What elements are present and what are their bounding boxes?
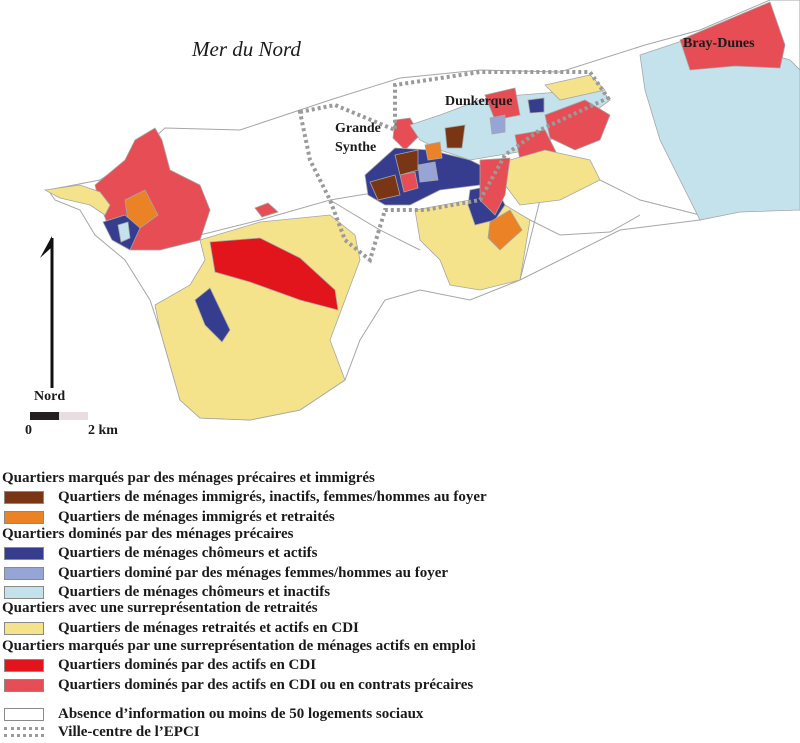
legend-item-retraites-cdi — [4, 618, 359, 638]
legend-item-immigres-inactifs — [4, 487, 487, 507]
legend-item-absence — [4, 704, 423, 724]
legend-label: Quartiers de ménages retraités et actifs en CDI — [58, 619, 359, 636]
legend-item-ville-centre — [4, 722, 200, 742]
zone-dk-lav — [490, 115, 505, 134]
legend-label: Quartiers de ménages immigrés et retraités — [58, 508, 335, 525]
scale-label-start: 0 — [25, 423, 32, 438]
zone-gs-lav — [418, 162, 438, 182]
place-label-dunkerque: Dunkerque — [445, 94, 513, 109]
legend-group-actifs-emploi: Quartiers marqués par une surreprésentation de ménages actifs en emploi — [2, 638, 476, 654]
scale-bar — [30, 412, 88, 420]
legend-swatch — [4, 586, 44, 599]
legend-swatch — [4, 659, 44, 672]
legend-label: Ville-centre de l’EPCI — [58, 723, 200, 740]
place-label-grande-synthe-1: Grande — [335, 121, 381, 136]
legend-swatch — [4, 511, 44, 524]
legend-item-actifs-cdi — [4, 655, 316, 675]
legend-item-actifs-cdi-precaires — [4, 675, 473, 695]
zone-dk-orange — [425, 142, 442, 160]
legend-group-precaires-immigres: Quartiers marqués par des ménages précaires et immigrés — [2, 470, 375, 486]
scale-label-end: 2 km — [88, 423, 118, 438]
legend-swatch — [4, 708, 44, 721]
legend-label: Quartiers de ménages immigrés, inactifs, femmes/hommes au foyer — [58, 488, 487, 505]
legend-label: Absence d’information ou moins de 50 logements sociaux — [58, 705, 424, 722]
legend-group-precaires: Quartiers dominés par des ménages précaires — [2, 526, 294, 542]
north-arrow-icon — [40, 236, 52, 388]
legend-label: Quartiers dominé par des ménages femmes/hommes au foyer — [58, 564, 449, 581]
legend-swatch — [4, 491, 44, 504]
legend-item-chomeurs-actifs — [4, 543, 318, 563]
legend-label: Quartiers dominés par des actifs en CDI — [58, 656, 317, 673]
legend-item-immigres-retraites — [4, 507, 335, 527]
zone-dk-navy-small — [528, 98, 544, 113]
legend-label: Quartiers dominés par des actifs en CDI ou en contrats précaires — [58, 676, 474, 693]
legend-swatch — [4, 547, 44, 560]
legend-swatch — [4, 727, 44, 737]
legend-label: Quartiers de ménages chômeurs et inactifs — [58, 583, 331, 600]
legend-label: Quartiers de ménages chômeurs et actifs — [58, 544, 318, 561]
legend-item-femmes-hommes-foyer — [4, 563, 448, 583]
legend-swatch — [4, 679, 44, 692]
sea-label: Mer du Nord — [192, 37, 301, 61]
north-label: Nord — [34, 389, 66, 404]
legend-swatch — [4, 567, 44, 580]
legend-group-retraites: Quartiers avec une surreprésentation de retraités — [2, 600, 318, 616]
zone-dk-brown — [445, 125, 465, 148]
place-label-grande-synthe-2: Synthe — [335, 140, 377, 155]
legend-swatch — [4, 622, 44, 635]
legend-item-chomeurs-inactifs — [4, 582, 330, 602]
place-label-bray-dunes: Bray-Dunes — [683, 36, 755, 51]
